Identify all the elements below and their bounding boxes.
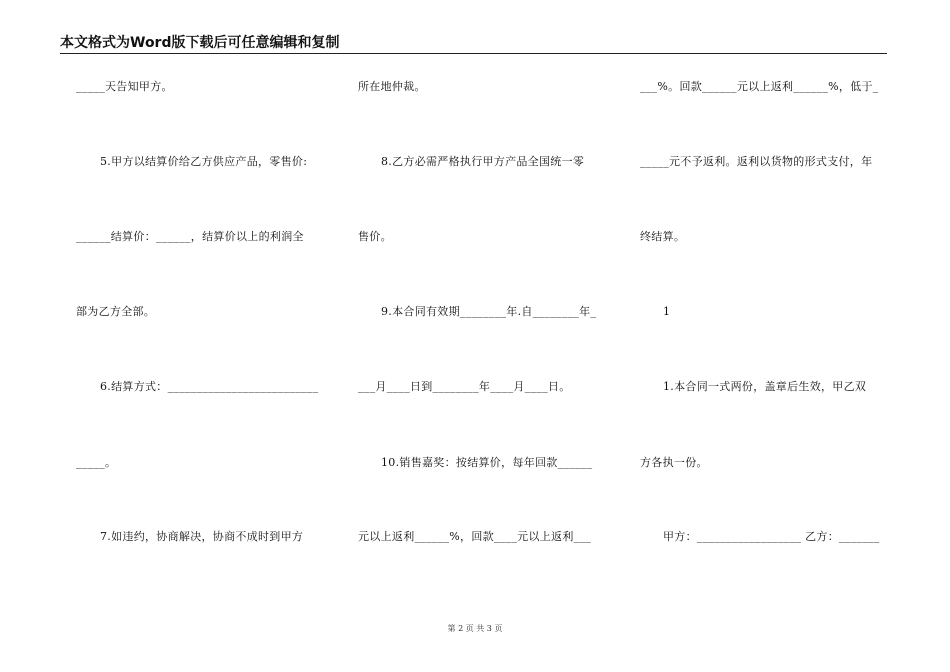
col1-line-2: 5.甲方以结算价给乙方供应产品，零售价: (100, 155, 308, 168)
col1-line-1: _____天告知甲方。 (76, 80, 173, 93)
col2-line-4: 9.本合同有效期________年.自________年_ (381, 305, 597, 318)
col3-line-6: 方各执一份。 (640, 456, 708, 469)
col2-line-6: 10.销售嘉奖：按结算价，每年回款______ (381, 456, 593, 469)
col1-line-3: ______结算价：______，结算价以上的利润全 (76, 230, 304, 243)
col2-line-1: 所在地仲裁。 (358, 80, 426, 93)
page-number-footer: 第 2 页 共 3 页 (447, 624, 503, 633)
col3-line-7: 甲方：__________________ 乙方：_______ (663, 530, 880, 543)
col3-line-4: 1 (663, 305, 671, 318)
col1-line-4: 部为乙方全部。 (76, 305, 156, 318)
header-divider (60, 53, 887, 54)
col2-line-3: 售价。 (358, 230, 392, 243)
col3-line-3: 终结算。 (640, 230, 686, 243)
col3-line-5: 1.本合同一式两份，盖章后生效，甲乙双 (663, 380, 867, 393)
col2-line-2: 8.乙方必需严格执行甲方产品全国统一零 (381, 155, 585, 168)
document-header-title: 本文格式为Word版下载后可任意编辑和复制 (60, 35, 340, 51)
col3-line-2: _____元不予返利。返利以货物的形式支付，年 (640, 155, 873, 168)
col1-line-7: 7.如违约，协商解决，协商不成时到甲方 (100, 530, 304, 543)
col2-line-7: 元以上返利______%，回款____元以上返利___ (358, 530, 592, 543)
col1-line-6: _____。 (76, 456, 117, 469)
col3-line-1: ___%。回款______元以上返利______%，低于_ (640, 80, 879, 93)
col1-line-5: 6.结算方式：__________________________ (100, 380, 319, 393)
col2-line-5: ___月____日到________年____月____日。 (358, 380, 571, 393)
